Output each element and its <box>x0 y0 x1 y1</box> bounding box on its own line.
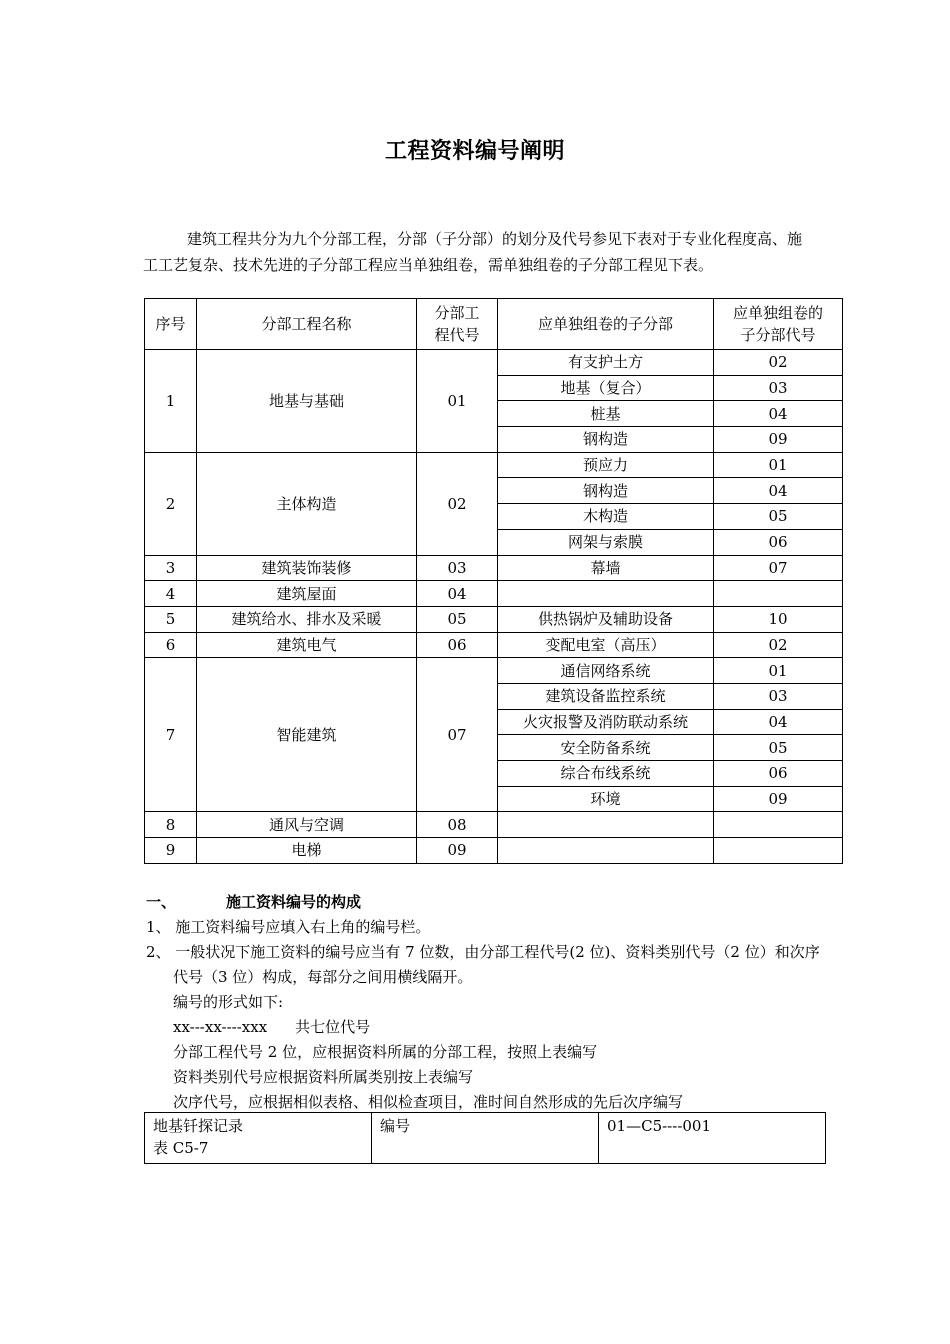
subdivision-name-cell: 网架与索膜 <box>498 529 714 555</box>
format-label: 编号的形式如下: <box>173 993 284 1011</box>
subdivision-name-cell: 桩基 <box>498 401 714 427</box>
subdivision-name-cell: 安全防备系统 <box>498 735 714 761</box>
subdivision-name-cell: 木构造 <box>498 504 714 530</box>
subdivision-code-cell: 10 <box>714 606 843 632</box>
subdivision-code-cell: 07 <box>714 555 843 581</box>
table-row <box>145 555 843 581</box>
division-name-cell: 地基与基础 <box>197 350 417 453</box>
table-row <box>145 452 843 478</box>
seq-cell: 3 <box>145 555 197 581</box>
subdivision-code-cell: 01 <box>714 658 843 684</box>
subdivision-name-cell: 供热锅炉及辅助设备 <box>498 606 714 632</box>
subdivision-code-cell: 09 <box>714 427 843 453</box>
section-number: 一、 <box>146 893 177 911</box>
table-row <box>145 632 843 658</box>
subdivision-code-cell <box>714 838 843 864</box>
subdivision-name-cell: 有支护土方 <box>498 350 714 376</box>
subdivision-name-cell: 钢构造 <box>498 478 714 504</box>
division-name-cell: 建筑电气 <box>197 632 417 658</box>
seq-cell: 6 <box>145 632 197 658</box>
subdivision-code-cell: 06 <box>714 761 843 787</box>
division-code-cell: 09 <box>417 838 498 864</box>
rule-line: 次序代号，应根据相似表格、相似检查项目，准时间自然形成的先后次序编写 <box>173 1093 684 1111</box>
table-row <box>145 350 843 376</box>
header-cell: 应单独组卷的子分部 <box>498 299 714 350</box>
division-code-cell: 07 <box>417 658 498 812</box>
subdivision-name-cell <box>498 838 714 864</box>
subdivision-name-cell: 钢构造 <box>498 427 714 453</box>
intro-paragraph: 建筑工程共分为九个分部工程，分部（子分部）的划分及代号参见下表对于专业化程度高、施工工艺复杂、技术先进的子分部工程应当单独组卷，需单独组卷的子分部工程见下表。 <box>143 230 803 274</box>
subdivision-code-cell: 05 <box>714 504 843 530</box>
subdivision-code-cell: 04 <box>714 401 843 427</box>
seq-cell: 1 <box>145 350 197 453</box>
table-row <box>145 812 843 838</box>
seq-cell: 9 <box>145 838 197 864</box>
subdivision-code-cell: 01 <box>714 452 843 478</box>
division-code-cell: 03 <box>417 555 498 581</box>
numbering-section <box>146 890 826 1115</box>
list-item: 1、 施工资料编号应填入右上角的编号栏。 <box>146 918 431 936</box>
subdivision-code-cell: 05 <box>714 735 843 761</box>
table-body <box>145 350 843 864</box>
subdivision-name-cell: 地基（复合） <box>498 375 714 401</box>
division-code-cell: 04 <box>417 581 498 607</box>
division-name-cell: 建筑屋面 <box>197 581 417 607</box>
header-cell: 应单独组卷的子分部代号 <box>714 299 843 350</box>
number-value-cell: 01—C5----001 <box>599 1113 826 1164</box>
division-name-cell: 建筑装饰装修 <box>197 555 417 581</box>
subdivision-code-cell: 02 <box>714 350 843 376</box>
table-row <box>145 581 843 607</box>
subdivision-code-cell <box>714 581 843 607</box>
subdivision-name-cell: 通信网络系统 <box>498 658 714 684</box>
subdivision-code-cell <box>714 812 843 838</box>
table-row <box>145 838 843 864</box>
list-item: 2、 一般状况下施工资料的编号应当有 7 位数，由分部工程代号(2 位)、资料类别代号（2 位）和次序代号（3 位）构成，每部分之间用横线隔开。 <box>146 943 820 986</box>
subdivision-name-cell: 建筑设备监控系统 <box>498 683 714 709</box>
subdivision-code-cell: 03 <box>714 683 843 709</box>
header-cell: 分部工程名称 <box>197 299 417 350</box>
division-code-cell: 06 <box>417 632 498 658</box>
section-title: 施工资料编号的构成 <box>226 893 362 911</box>
division-code-table <box>144 298 843 864</box>
subdivision-name-cell: 幕墙 <box>498 555 714 581</box>
division-name-cell: 智能建筑 <box>197 658 417 812</box>
table-row <box>145 1113 826 1164</box>
subdivision-code-cell: 09 <box>714 786 843 812</box>
seq-cell: 4 <box>145 581 197 607</box>
subdivision-code-cell: 04 <box>714 478 843 504</box>
division-code-cell: 02 <box>417 452 498 555</box>
table-header-row <box>145 299 843 350</box>
subdivision-name-cell: 综合布线系统 <box>498 761 714 787</box>
subdivision-name-cell <box>498 581 714 607</box>
seq-cell: 2 <box>145 452 197 555</box>
table-row <box>145 658 843 684</box>
form-name-cell: 地基钎探记录 表 C5-7 <box>145 1113 372 1164</box>
subdivision-code-cell: 02 <box>714 632 843 658</box>
subdivision-name-cell: 预应力 <box>498 452 714 478</box>
rule-line: 分部工程代号 2 位，应根据资料所属的分部工程，按照上表编写 <box>173 1043 598 1061</box>
header-cell: 分部工程代号 <box>417 299 498 350</box>
table-row <box>145 606 843 632</box>
format-example: xx---xx----xxx 共七位代号 <box>173 1018 371 1036</box>
example-form-table <box>144 1112 826 1164</box>
division-code-cell: 05 <box>417 606 498 632</box>
rule-line: 资料类别代号应根据资料所属类别按上表编写 <box>173 1068 474 1086</box>
number-label-cell: 编号 <box>372 1113 599 1164</box>
subdivision-code-cell: 06 <box>714 529 843 555</box>
subdivision-code-cell: 04 <box>714 709 843 735</box>
subdivision-name-cell: 变配电室（高压） <box>498 632 714 658</box>
seq-cell: 7 <box>145 658 197 812</box>
division-name-cell: 建筑给水、排水及采暖 <box>197 606 417 632</box>
subdivision-name-cell <box>498 812 714 838</box>
header-cell: 序号 <box>145 299 197 350</box>
division-code-cell: 08 <box>417 812 498 838</box>
seq-cell: 5 <box>145 606 197 632</box>
subdivision-name-cell: 环境 <box>498 786 714 812</box>
page-title: 工程资料编号阐明 <box>384 138 565 164</box>
division-code-cell: 01 <box>417 350 498 453</box>
division-name-cell: 电梯 <box>197 838 417 864</box>
division-name-cell: 主体构造 <box>197 452 417 555</box>
seq-cell: 8 <box>145 812 197 838</box>
section-heading <box>146 890 826 915</box>
division-name-cell: 通风与空调 <box>197 812 417 838</box>
subdivision-name-cell: 火灾报警及消防联动系统 <box>498 709 714 735</box>
subdivision-code-cell: 03 <box>714 375 843 401</box>
